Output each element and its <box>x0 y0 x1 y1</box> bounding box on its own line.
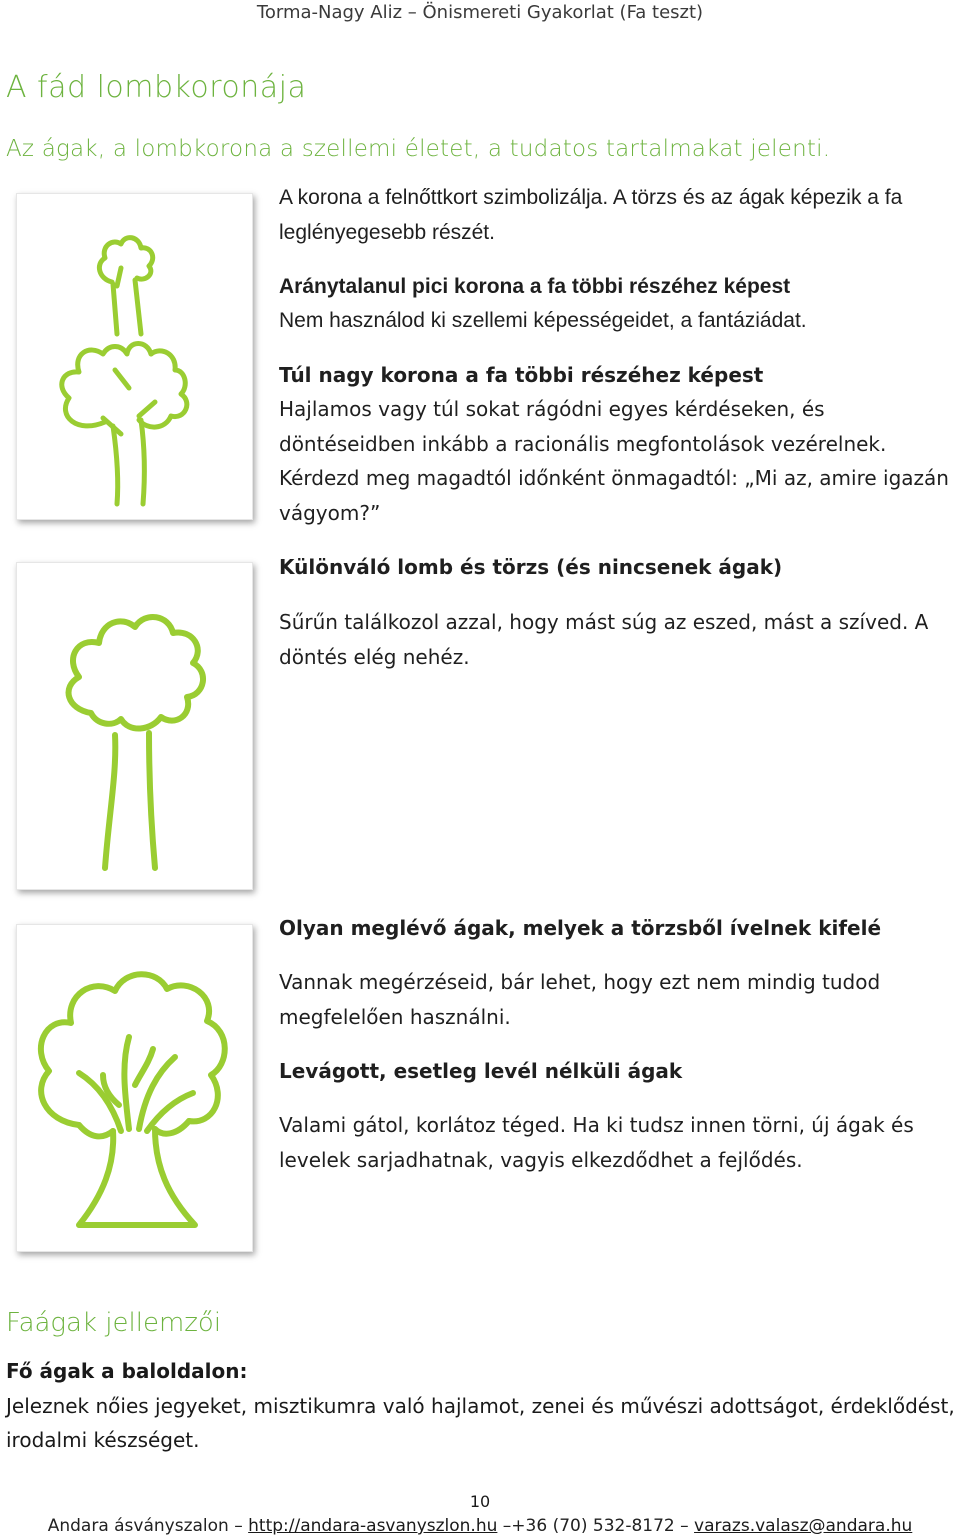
item-text-4: Vannak megérzéseid, bár lehet, hogy ezt nem mindig tudod megfelelően használni. <box>279 970 881 1029</box>
item-heading-3: Különváló lomb és törzs (és nincsenek ágak) <box>279 555 783 579</box>
item-heading-2: Túl nagy korona a fa többi részéhez képest <box>279 363 764 387</box>
page-header: Torma-Nagy Aliz – Önismereti Gyakorlat (Fa teszt) <box>256 2 704 23</box>
intro-text: A korona a felnőttkort szimbolizálja. A törzs és az ágak képezik a fa leglényegesebb részét. <box>279 186 903 244</box>
footer-email-link[interactable]: varazs.valasz@andara.hu <box>694 1516 913 1536</box>
footer-name: Andara ásványszalon – <box>47 1516 243 1536</box>
tree-drawing-small-crown-icon <box>17 194 252 519</box>
item-text-3: Sűrűn találkozol azzal, hogy mást súg az eszed, mást a szíved. A döntés elég nehéz. <box>279 610 929 669</box>
item-text-2: Hajlamos vagy túl sokat rágódni egyes kérdéseken, és döntéseidben inkább a racionális megfontolások vezérelnek. Kérdezd meg magadtól időnként önmagadtól: „Mi az, amire igazán vágyom?” <box>279 397 949 525</box>
item-heading-5: Levágott, esetleg levél nélküli ágak <box>279 1059 683 1083</box>
item-text-1: Nem használod ki szellemi képességeidet, a fantáziádat. <box>279 309 807 332</box>
tree-drawing-card-3 <box>16 924 253 1252</box>
tree-drawing-card-1 <box>16 193 253 520</box>
footer <box>0 1516 960 1536</box>
tree-drawing-separate-crown-icon <box>17 563 252 889</box>
section-2-heading: Fő ágak a baloldalon: <box>6 1359 248 1383</box>
page-number: 10 <box>469 1492 491 1511</box>
item-heading-1: Aránytalanul pici korona a fa többi részéhez képest <box>279 275 791 298</box>
tree-drawing-with-branches-icon <box>17 925 252 1251</box>
item-text-5: Valami gátol, korlátoz téged. Ha ki tudsz innen törni, új ágak és levelek sarjadhatnak, vagyis elkezdődhet a fejlődés. <box>279 1113 914 1172</box>
footer-phone: –+36 (70) 532-8172 – <box>502 1516 689 1536</box>
tree-drawing-card-2 <box>16 562 253 890</box>
section-2-title: Faágak jellemzői <box>6 1308 222 1338</box>
section-title: A fád lombkoronája <box>6 70 307 105</box>
footer-url-link[interactable]: http://andara-asvanyszlon.hu <box>248 1516 498 1536</box>
item-heading-4: Olyan meglévő ágak, melyek a törzsből ívelnek kifelé <box>279 916 882 940</box>
section-subtitle: Az ágak, a lombkorona a szellemi életet, a tudatos tartalmakat jelenti. <box>6 136 831 162</box>
section-2-text: Jeleznek nőies jegyeket, misztikumra való hajlamot, zenei és művészi adottságot, érdeklődést, irodalmi készséget. <box>6 1394 955 1452</box>
